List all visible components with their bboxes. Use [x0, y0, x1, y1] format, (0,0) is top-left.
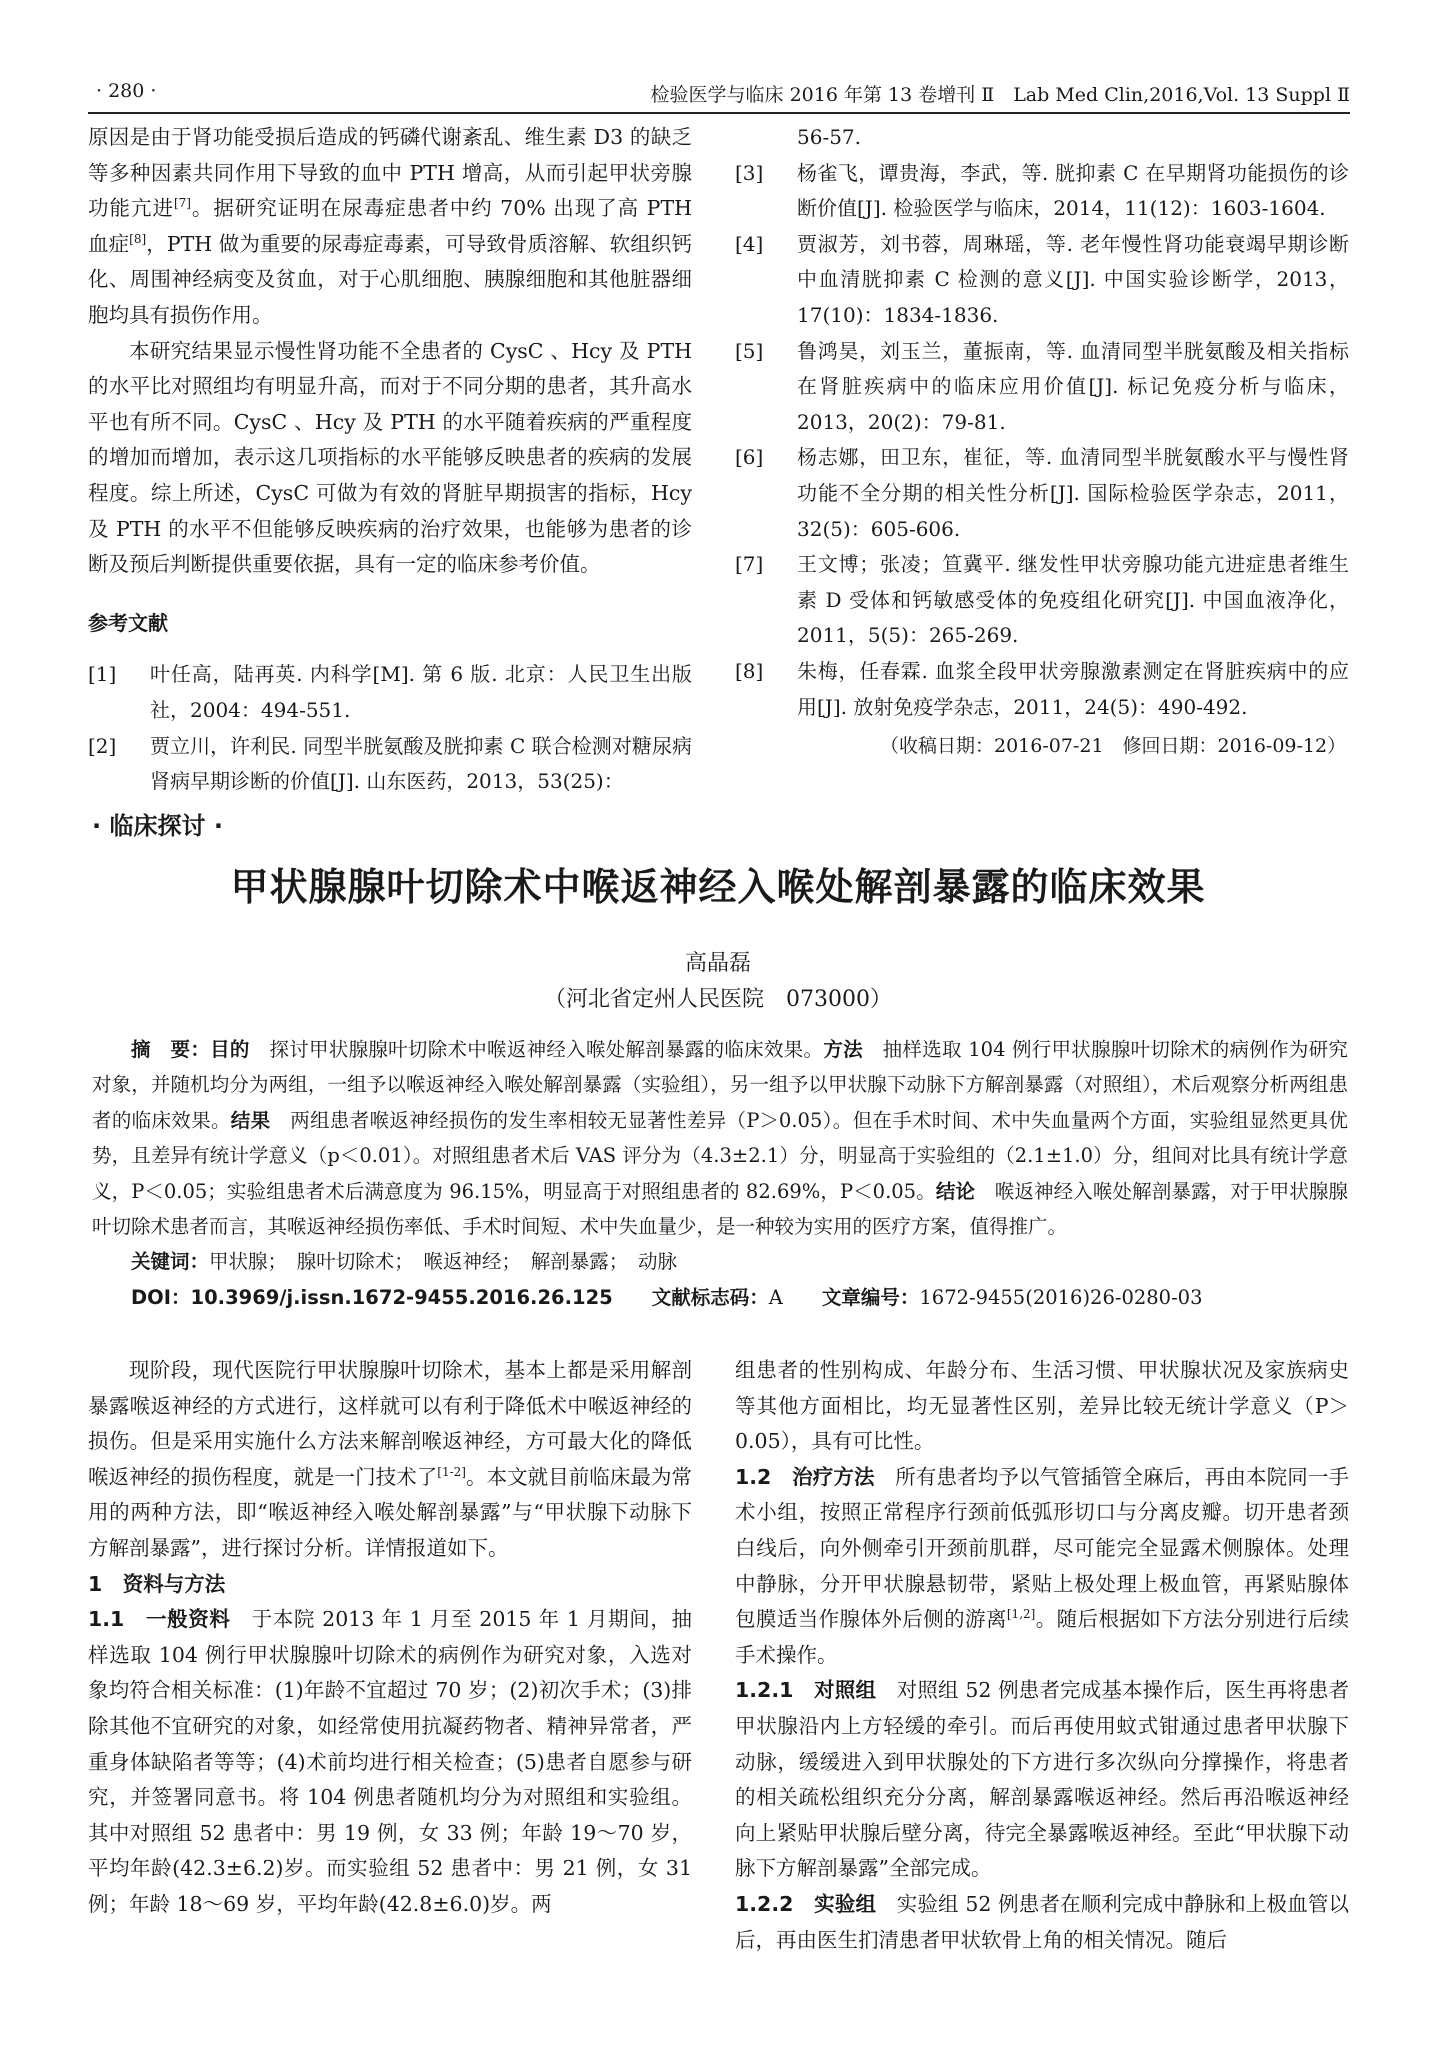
- article-title: 甲状腺腺叶切除术中喉返神经入喉处解剖暴露的临床效果: [230, 865, 1206, 909]
- doc-code: A: [768, 1285, 783, 1309]
- affiliation: （河北省定州人民医院 073000）: [544, 987, 892, 1012]
- abstract-conclusion: 喉返神经入喉处解剖暴露，对于甲状腺腺叶切除术患者而言，其喉返神经损伤率低、手术时间短、术中失血量少，是一种较为实用的医疗方案，值得推广。: [92, 1179, 1348, 1239]
- header-rule: [88, 112, 1350, 114]
- citation-1-2b: [1,2]: [1006, 1607, 1036, 1622]
- author: 高晶磊: [684, 951, 751, 976]
- abstract-label: 摘 要：: [131, 1038, 211, 1061]
- section-1-1: 1.1 一般资料 于本院 2013 年 1 月至 2015 年 1 月期间，抽样选取 104 例行甲状腺腺叶切除术的病例作为研究对象，入选对象均符合相关标准：(1)年龄不宜超过 70 岁；(2)初次手术；(3)排除其他不宜研究的对象，如经常使用抗凝药物者、精神异常者，严重身体缺陷者等等；(4)术前均进行相关检查；(5)患者自愿参与研究，并签署同意书。将 104 例患者随机均分为对照组和实验组。其中对照组 52 患者中：男 19 例，女 33 例；年龄 19～70 岁，平均年龄(42.3±6.2)岁。而实验组 52 患者中：男 21 例，女 31 例；年龄 18～69 岁，平均年龄(42.8±6.0)岁。两: [88, 1607, 693, 1916]
- doi: DOI：10.3969/j.issn.1672-9455.2016.26.125: [131, 1285, 613, 1309]
- abstract-results: 两组患者喉返神经损伤的发生率相较无显著性差异（P＞0.05）。但在手术时间、术中失血量两个方面，实验组显然更具优势，且差异有统计学意义（p＜0.01）。对照组患者术后 VAS 评分为（4.3±2.1）分，明显高于实验组的（2.1±1.0）分，组间对比具有统计学意义，P＜0.05；实验组患者术后满意度为 96.15%，明显高于对照组患者的 82.69%，P＜0.05。: [92, 1108, 1348, 1203]
- reference-2: [2] 贾立川，许利民. 同型半胱氨酸及胱抑素 C 联合检测对糖尿病肾病早期诊断的价值[J]. 山东医药，2013，53(25)：: [88, 733, 692, 794]
- received-revised-dates: （收稿日期：2016-07-21 修回日期：2016-09-12）: [880, 735, 1347, 757]
- reference-4: [4] 贾淑芳，刘书蓉，周琳瑶，等. 老年慢性肾功能衰竭早期诊断中血清胱抑素 C 检测的意义[J]. 中国实验诊断学，2013，17(10)：1834-1836.: [735, 231, 1349, 327]
- reference-1: [1] 叶任高，陆再英. 内科学[M]. 第 6 版. 北京：人民卫生出版社，2004：494-551.: [88, 662, 692, 722]
- reference-6: [6] 杨志娜，田卫东，崔征，等. 血清同型半胱氨酸水平与慢性肾功能不全分期的相关性分析[J]. 国际检验医学杂志，2011，32(5)：605-606.: [735, 445, 1349, 541]
- abstract-methods: 抽样选取 104 例行甲状腺腺叶切除术的病例作为研究对象，并随机均分为两组，一组予以喉返神经入喉处解剖暴露（实验组），另一组予以甲状腺下动脉下方解剖暴露（对照组），术后观察分析两组患者的临床效果。: [92, 1038, 1348, 1132]
- prev-paragraph-2: 本研究结果显示慢性肾功能不全患者的 CysC 、Hcy 及 PTH 的水平比对照组均有明显升高，而对于不同分期的患者，其升高水平也有所不同。CysC 、Hcy 及 PTH 的水平随着疾病的严重程度的增加而增加，表示这几项指标的水平能够反映患者的疾病的发展程度。综上所述，CysC 可做为有效的肾脏早期损害的指标，Hcy 及 PTH 的水平不但能够反映疾病的治疗效果，也能够为患者的诊断及预后判断提供重要依据，具有一定的临床参考价值。: [88, 338, 692, 577]
- section-1-2-2: 1.2.2 实验组 实验组 52 例患者在顺利完成中静脉和上极血管以后，再由医生扪清患者甲状软骨上角的相关情况。随后: [735, 1891, 1349, 1952]
- citation-1-2: [1-2]: [437, 1464, 466, 1479]
- body-left-column: [88, 1353, 692, 1923]
- page-number: · 280 ·: [96, 80, 157, 102]
- section-label: · 临床探讨 ·: [92, 812, 223, 840]
- intro-paragraph: 现阶段，现代医院行甲状腺腺叶切除术，基本上都是采用解剖暴露喉返神经的方式进行，这样就可以有利于降低术中喉返神经的损伤。但是采用实施什么方法来解剖喉返神经，方可最大化的降低喉返神经的损伤程度，就是一门技术了[1-2]。本文就目前临床最为常用的两种方法，即“喉返神经入喉处解剖暴露”与“甲状腺下动脉下方解剖暴露”，进行探讨分析。详情报道如下。: [88, 1358, 692, 1560]
- reference-7: [7] 王文博；张凌；笪冀平. 继发性甲状旁腺功能亢进症患者维生素 D 受体和钙敏感受体的免疫组化研究[J]. 中国血液净化，2011，5(5)：265-269.: [735, 552, 1349, 648]
- reference-8: [8] 朱梅，任春霖. 血浆全段甲状旁腺激素测定在肾脏疾病中的应用[J]. 放射免疫学杂志，2011，24(5)：490-492.: [735, 658, 1349, 719]
- abstract: 摘 要：目的 探讨甲状腺腺叶切除术中喉返神经入喉处解剖暴露的临床效果。方法 抽样选取 104 例行甲状腺腺叶切除术的病例作为研究对象，并随机均分为两组，一组予以喉返神经入喉处解剖暴露（实验组），另一组予以甲状腺下动脉下方解剖暴露（对照组），术后观察分析两组患者的临床效果。结果 两组患者喉返神经损伤的发生率相较无显著性差异（P＞0.05）。但在手术时间、术中失血量两个方面，实验组显然更具优势，且差异有统计学意义（p＜0.01）。对照组患者术后 VAS 评分为（4.3±2.1）分，明显高于实验组的（2.1±1.0）分，组间对比具有统计学意义，P＜0.05；实验组患者术后满意度为 96.15%，明显高于对照组患者的 82.69%，P＜0.05。结论 喉返神经入喉处解剖暴露，对于甲状腺腺叶切除术患者而言，其喉返神经损伤率低、手术时间短、术中失血量少，是一种较为实用的医疗方案，值得推广。 关键词：甲状腺； 腺叶切除术； 喉返神经； 解剖暴露； 动脉 DOI：10.3969/j.issn.1672-9455.2016.26.125 文献标志码：A 文章编号：1672-9455(2016)26-0280-03: [92, 1038, 1348, 1309]
- references-heading: 参考文献: [88, 610, 168, 635]
- section-1-2-1: 1.2.1 对照组 对照组 52 例患者完成基本操作后，医生再将患者甲状腺沿内上方轻缓的牵引。而后再使用蚊式钳通过患者甲状腺下动脉，缓缓进入到甲状腺处的下方进行多次纵向分撑操作，将患者的相关疏松组织充分分离，解剖暴露喉返神经。然后再沿喉返神经向上紧贴甲状腺后壁分离，待完全暴露喉返神经。至此“甲状腺下动脉下方解剖暴露”全部完成。: [735, 1678, 1349, 1881]
- keywords: 甲状腺； 腺叶切除术； 喉返神经； 解剖暴露； 动脉: [209, 1250, 678, 1274]
- section-1-1-continued: 组患者的性别构成、年龄分布、生活习惯、甲状腺状况及家族病史等其他方面相比，均无显著性区别，差异比较无统计学意义（P＞0.05），具有可比性。: [735, 1358, 1349, 1454]
- heading-materials-methods: 1 资料与方法: [88, 1571, 226, 1596]
- section-1-2: 1.2 治疗方法 所有患者均予以气管插管全麻后，再由本院同一手术小组，按照正常程序行颈前低弧形切口与分离皮瓣。切开患者颈白线后，向外侧牵引开颈前肌群，尽可能完全显露术侧腺体。处理中静脉，分开甲状腺悬韧带，紧贴上极处理上极血管，再紧贴腺体包膜适当作腺体外后侧的游离[1,2]。随后根据如下方法分别进行后续手术操作。: [735, 1464, 1350, 1667]
- citation-8: [8]: [129, 231, 147, 246]
- abstract-objective: 探讨甲状腺腺叶切除术中喉返神经入喉处解剖暴露的临床效果。: [269, 1038, 824, 1061]
- reference-3: [3] 杨雀飞，谭贵海，李武，等. 胱抑素 C 在早期肾功能损伤的诊断价值[J]. 检验医学与临床，2014，11(12)：1603-1604.: [735, 160, 1349, 221]
- prev-paragraph-1: 原因是由于肾功能受损后造成的钙磷代谢紊乱、维生素 D3 的缺乏等多种因素共同作用下导致的血中 PTH 增高，从而引起甲状旁腺功能亢进[7]。据研究证明在尿毒症患者中约 70% 出现了高 PTH 血症[8]，PTH 做为重要的尿毒症毒素，可导致骨质溶解、软组织钙化、周围神经病变及贫血，对于心肌细胞、胰腺细胞和其他脏器细胞均具有损伤作用。: [88, 125, 693, 327]
- article-number: 1672-9455(2016)26-0280-03: [919, 1285, 1203, 1309]
- prev-article-right-column: [735, 120, 1349, 725]
- citation-7: [7]: [173, 196, 191, 211]
- body-right-column: [735, 1353, 1349, 1958]
- prev-article-left-column: [88, 120, 692, 800]
- reference-5: [5] 鲁鸿昊，刘玉兰，董振南，等. 血清同型半胱氨酸及相关指标在肾脏疾病中的临床应用价值[J]. 标记免疫分析与临床，2013，20(2)：79-81.: [735, 338, 1349, 434]
- references-list-left: [88, 657, 692, 799]
- reference-2-continued: 56-57.: [797, 125, 862, 149]
- keywords-label: 关键词：: [131, 1250, 210, 1274]
- journal-header: 检验医学与临床 2016 年第 13 卷增刊 Ⅱ Lab Med Clin,2016,Vol. 13 Suppl Ⅱ: [650, 84, 1350, 106]
